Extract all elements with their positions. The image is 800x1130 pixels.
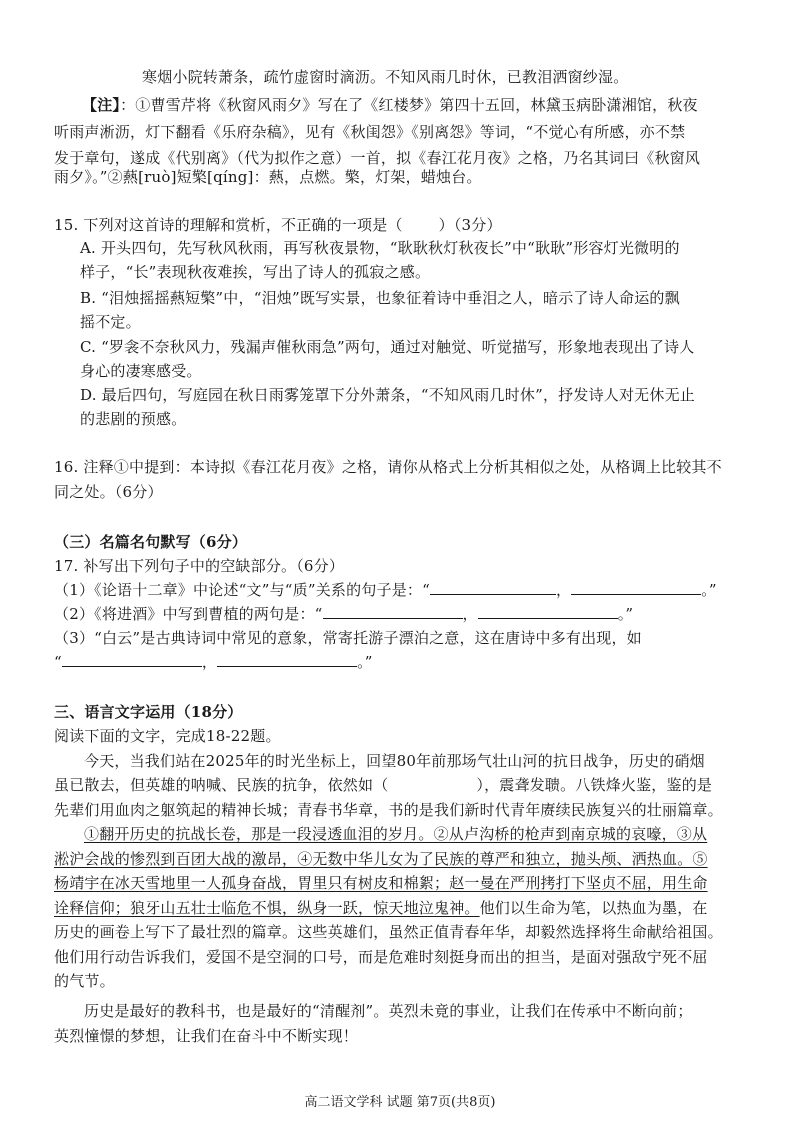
passage-p2-line-3: 杨靖宇在冰天雪地里一人孤身奋战，胃里只有树皮和棉絮；赵一曼在严刑拷打下坚贞不屈，用生命 — [54, 874, 708, 892]
poem-note-line-4: 雨夕》。”②爇[ruò]短檠[qíng]：爇，点燃。檠，灯架，蜡烛台。 — [54, 168, 482, 186]
q15-option-b-line-1: B. “泪烛摇摇爇短檠”中，“泪烛”既写实景，也象征着诗中垂泪之人，暗示了诗人命运的飘 — [80, 289, 680, 307]
q17-item-1-text: （1）《论语十二章》中论述“文”与“质”关系的句子是：“ — [54, 581, 430, 599]
q15-option-a-line-2: 样子，“长”表现秋夜难挨，写出了诗人的孤寂之感。 — [80, 263, 431, 281]
passage-p3-line-1: 历史是最好的教科书，也是最好的“清醒剂”。英烈未竟的事业，让我们在传承中不断向前； — [84, 1002, 693, 1020]
q15-option-c-line-2: 身心的凄寒感受。 — [80, 362, 202, 380]
passage-p2-line-7: 的气节。 — [54, 972, 115, 990]
q15-stem — [54, 215, 502, 235]
note-label: 【注】 — [82, 96, 121, 114]
q17-item-2-blank-1[interactable] — [323, 604, 463, 619]
passage-p1-line-2 — [54, 775, 712, 795]
section-heading-recitation: （三）名篇名句默写（6分） — [54, 533, 248, 551]
note-text-1: ：①曹雪芹将《秋窗风雨夕》写在了《红楼梦》第四十五回，林黛玉病卧潇湘馆，秋夜 — [120, 96, 698, 114]
q17-item-2-text: （2）《将进酒》中写到曹植的两句是：“ — [54, 605, 323, 623]
q17-item-1-comma: ， — [556, 581, 572, 599]
passage-p2-line-4-underlined: 诠释信仰；狼牙山五壮士临危不惧，纵身一跃，惊天地泣鬼神。 — [54, 899, 480, 917]
q15-option-d-line-2: 的悲剧的预感。 — [80, 410, 187, 428]
q17-item-1-blank-2[interactable] — [571, 580, 701, 595]
q17-item-3-close: 。” — [357, 653, 373, 671]
q17-stem: 17. 补写出下列句子中的空缺部分。（6分） — [54, 557, 345, 575]
passage-p1-line-1: 今天，当我们站在2025年的时光坐标上，回望80年前那场气壮山河的抗日战争，历史的硝烟 — [84, 752, 705, 770]
passage-p2-line-4-rest: 他们以生命为笔，以热血为墨，在 — [479, 899, 708, 917]
q15-option-b-line-2: 摇不定。 — [80, 313, 141, 331]
passage-p3-line-2: 英烈憧憬的梦想，让我们在奋斗中不断实现！ — [54, 1027, 359, 1045]
passage-p1-line-3: 先辈们用血肉之躯筑起的精神长城；青春书华章，书的是我们新时代青年赓续民族复兴的壮丽篇章。 — [54, 801, 723, 819]
q17-item-2-close: 。” — [617, 605, 634, 623]
q16-line-1: 16. 注释①中提到：本诗拟《春江花月夜》之格，请你从格式上分析其相似之处，从格调上比较其不 — [54, 458, 722, 476]
q17-item-2-blank-2[interactable] — [478, 604, 618, 619]
passage-p1-line-2-b: ），震聋发聩。八铁烽火鉴，鉴的是 — [476, 776, 713, 794]
poem-note-line-1 — [82, 95, 698, 115]
q17-item-3-line-2 — [54, 652, 373, 672]
q15-option-a-line-1: A. 开头四句，先写秋风秋雨，再写秋夜景物，“耿耿秋灯秋夜长”中“耿耿”形容灯光微明的 — [80, 239, 680, 257]
poem-last-line: 寒烟小院转萧条，疏竹虚窗时滴沥。不知风雨几时休，已教泪洒窗纱湿。 — [142, 68, 629, 86]
poem-note-line-2: 听雨声淅沥，灯下翻看《乐府杂稿》，见有《秋闺怨》《别离怨》等词，“不觉心有所感，亦不禁 — [54, 123, 686, 141]
passage-p2-line-4 — [54, 898, 708, 918]
q15-option-c-line-1: C. “罗衾不奈秋风力，残漏声催秋雨急”两句，通过对触觉、听觉描写，形象地表现出了诗人 — [80, 338, 695, 356]
q17-item-3-comma: ， — [201, 653, 218, 671]
q15-stem-score: ）（3分） — [438, 216, 502, 234]
q17-item-1 — [54, 580, 717, 600]
part3-heading: 三、语言文字运用（18分） — [54, 703, 243, 721]
q17-item-3-line-1: （3）“白云”是古典诗词中常见的意象，常寄托游子漂泊之意，这在唐诗中多有出现，如 — [54, 629, 642, 647]
passage-p2-line-2: 淞沪会战的惨烈到百团大战的激昂，④无数中华儿女为了民族的尊严和独立，抛头颅、洒热血。⑤ — [54, 850, 708, 868]
q17-item-3-open-quote: “ — [54, 653, 62, 671]
page-footer: 高二语文学科 试题 第7页(共8页) — [304, 1095, 496, 1110]
q17-item-1-close: 。” — [701, 581, 717, 599]
passage-p2-line-6: 他们用行动告诉我们，爱国不是空洞的口号，而是危难时刻挺身而出的担当，是面对强敌宁死不屈 — [54, 948, 708, 966]
q16-line-2: 同之处。（6分） — [54, 483, 163, 501]
q17-item-3-blank-2[interactable] — [217, 652, 357, 667]
q17-item-3-blank-1[interactable] — [62, 652, 202, 667]
passage-p1-line-2-a: 虽已散去，但英雄的呐喊、民族的抗争，依然如（ — [54, 776, 389, 794]
q17-item-1-blank-1[interactable] — [430, 580, 556, 595]
passage-p2-line-1: ①翻开历史的抗战长卷，那是一段浸透血泪的岁月。②从卢沟桥的枪声到南京城的哀嚎，③从 — [84, 825, 708, 843]
q15-stem-text: 15. 下列对这首诗的理解和赏析，不正确的一项是（ — [54, 216, 403, 234]
q15-option-d-line-1: D. 最后四句，写庭园在秋日雨雾笼罩下分外萧条，“不知风雨几时休”，抒发诗人对无休无止 — [80, 386, 695, 404]
q17-item-2 — [54, 604, 633, 624]
passage-p2-line-5: 历史的画卷上写下了最壮烈的篇章。这些英雄们，虽然正值青春年华，却毅然选择将生命献给祖国。 — [54, 923, 723, 941]
part3-intro: 阅读下面的文字，完成18-22题。 — [54, 727, 281, 745]
poem-note-line-3: 发于章句，遂成《代别离》（代为拟作之意）一首，拟《春江花月夜》之格，乃名其词曰《秋窗风 — [54, 149, 701, 167]
q17-item-2-comma: ， — [462, 605, 478, 623]
